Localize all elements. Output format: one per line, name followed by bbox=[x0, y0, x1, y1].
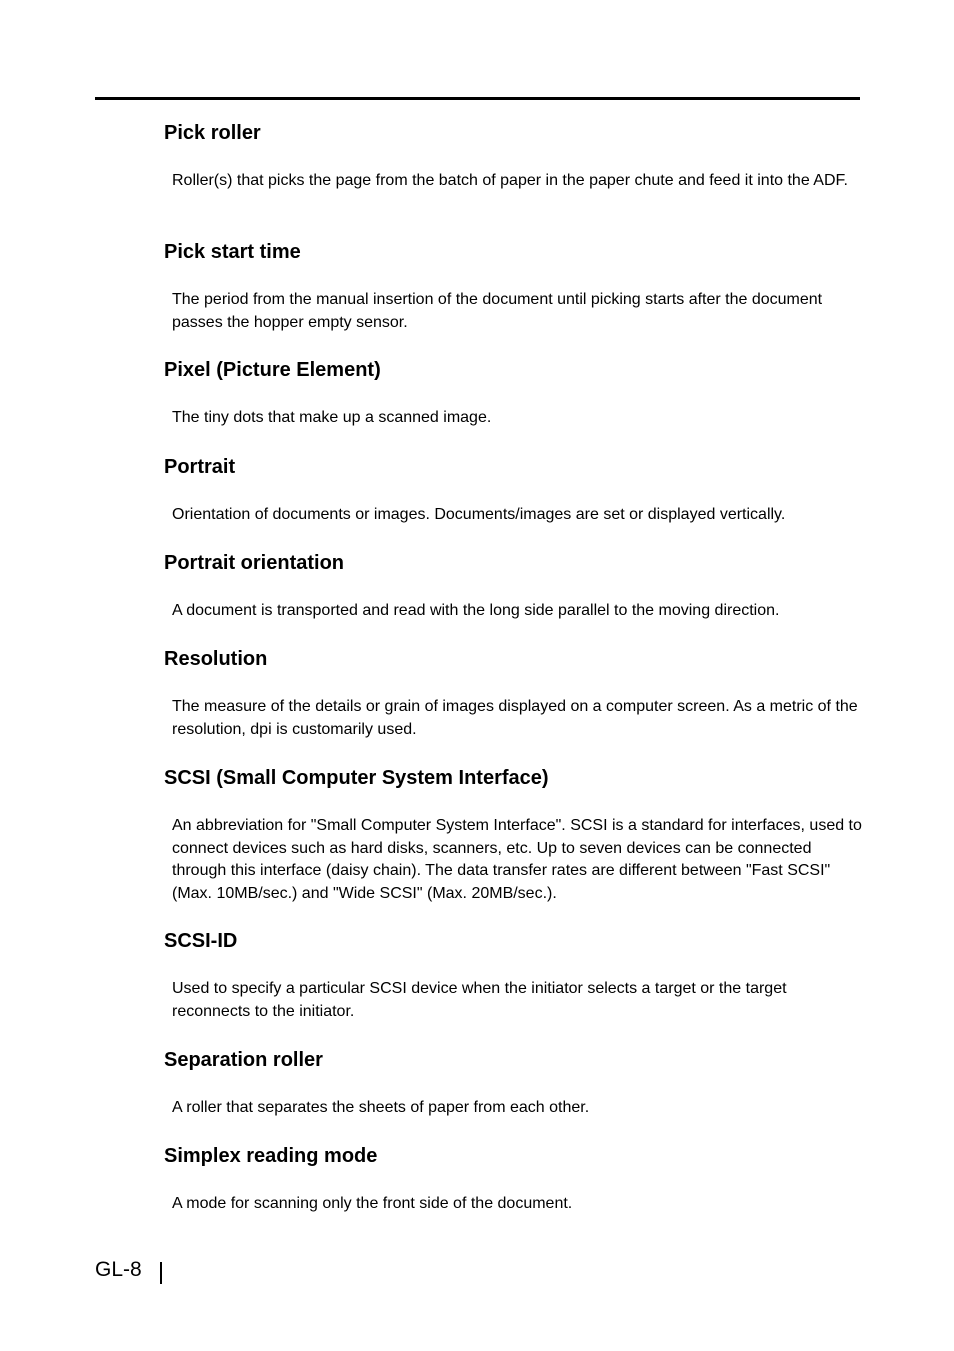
glossary-definition: A roller that separates the sheets of paper from each other. bbox=[172, 1099, 590, 1116]
glossary-term: Portrait orientation bbox=[164, 552, 345, 574]
glossary-term: Separation roller bbox=[164, 1049, 323, 1071]
glossary-term: Portrait bbox=[164, 456, 236, 478]
glossary-term: Simplex reading mode bbox=[164, 1145, 378, 1167]
glossary-definition: The tiny dots that make up a scanned image. bbox=[172, 409, 492, 426]
glossary-term: Resolution bbox=[164, 648, 268, 670]
glossary-definition: A document is transported and read with the long side parallel to the moving direction. bbox=[172, 602, 780, 619]
glossary-definition: An abbreviation for "Small Computer System Interface". SCSI is a standard for interfaces, used to connect devices such as hard disks, scanners, etc. Up to seven devices can be connected through this interface (daisy chain). The data transfer rates are different between "Fast SCSI" (Max. 10MB/sec.) and "Wide SCSI" (Max. 20MB/sec.). bbox=[172, 817, 862, 902]
glossary-definition: The period from the manual insertion of the document until picking starts after the document passes the hopper empty sensor. bbox=[172, 291, 823, 331]
glossary-term: Pixel (Picture Element) bbox=[164, 359, 381, 381]
glossary-definition: Used to specify a particular SCSI device when the initiator selects a target or the target reconnects to the initiator. bbox=[172, 980, 787, 1020]
glossary-term: SCSI (Small Computer System Interface) bbox=[164, 767, 549, 789]
glossary-definition: The measure of the details or grain of images displayed on a computer screen. As a metric of the resolution, dpi is customarily used. bbox=[172, 698, 858, 738]
header-rule bbox=[95, 97, 860, 100]
glossary-definition: Orientation of documents or images. Documents/images are set or displayed vertically. bbox=[172, 506, 786, 523]
glossary-definition: Roller(s) that picks the page from the batch of paper in the paper chute and feed it into the ADF. bbox=[172, 172, 848, 189]
glossary-definition: A mode for scanning only the front side of the document. bbox=[172, 1195, 573, 1212]
page-number: GL-8 bbox=[95, 1258, 142, 1281]
glossary-term: Pick roller bbox=[164, 122, 261, 144]
glossary-term: SCSI-ID bbox=[164, 930, 238, 952]
glossary-term: Pick start time bbox=[164, 241, 301, 263]
footer-divider bbox=[160, 1262, 162, 1284]
